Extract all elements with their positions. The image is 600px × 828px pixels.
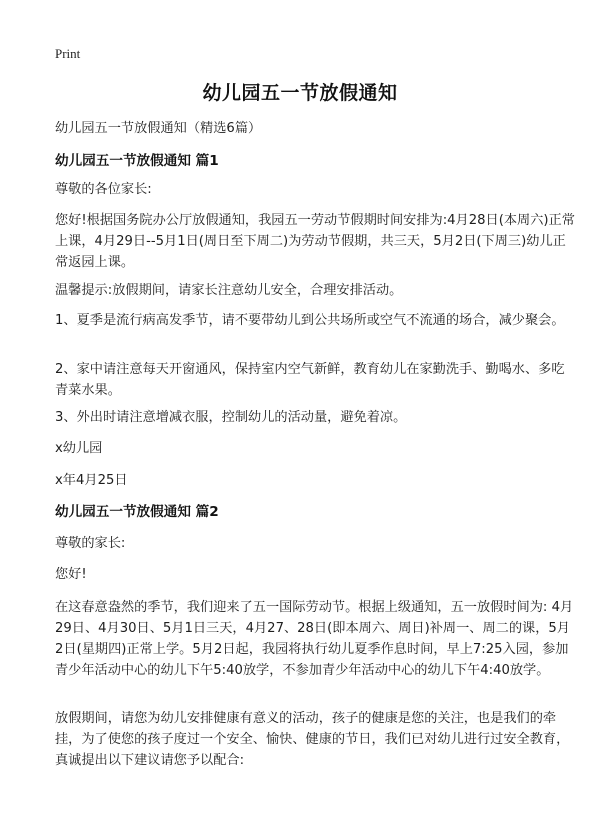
print-link[interactable]: Print bbox=[55, 46, 81, 61]
page-title: 幼儿园五一节放假通知 bbox=[202, 82, 398, 104]
section-1-tip: 温馨提示:放假期间，请家长注意幼儿安全，合理安排活动。 bbox=[55, 283, 403, 298]
section-1-signature: x幼儿园 bbox=[55, 441, 103, 456]
section-1-greeting: 尊敬的各位家长: bbox=[55, 182, 152, 197]
section-1-item-3: 3、外出时请注意增减衣服，控制幼儿的活动量，避免着凉。 bbox=[55, 410, 407, 425]
section-2-hello: 您好! bbox=[55, 567, 87, 582]
section-1-heading: 幼儿园五一节放假通知 篇1 bbox=[55, 153, 219, 169]
section-1-paragraph: 您好!根据国务院办公厅放假通知，我园五一劳动节假期时间安排为:4月28日(本周六)正常上课，4月29日--5月1日(周日至下周二)为劳动节假期，共三天，5月2日(下周三)幼儿正常返园上课。 bbox=[55, 213, 575, 270]
section-2-greeting: 尊敬的家长: bbox=[55, 536, 126, 551]
document-subtitle: 幼儿园五一节放假通知（精选6篇） bbox=[55, 121, 262, 136]
section-1-item-1: 1、夏季是流行病高发季节，请不要带幼儿到公共场所或空气不流通的场合，减少聚会。 bbox=[55, 313, 565, 328]
section-1-date: x年4月25日 bbox=[55, 473, 128, 488]
section-1-item-2: 2、家中请注意每天开窗通风，保持室内空气新鲜，教育幼儿在家勤洗手、勤喝水、多吃青菜水果。 bbox=[55, 362, 565, 398]
section-2-paragraph-1: 在这春意盎然的季节，我们迎来了五一国际劳动节。根据上级通知，五一放假时间为: 4月29日、4月30日、5月1日三天，4月27、28日(即本周六、周日)补周一、周二的课，5月2日(星期四)正常上学。5月2日起，我园将执行幼儿夏季作息时间，早上7:25入园，参加青少年活动中心的幼儿下午5:40放学，不参加青少年活动中心的幼儿下午4:40放学。 bbox=[55, 600, 574, 678]
section-2-heading: 幼儿园五一节放假通知 篇2 bbox=[55, 504, 219, 520]
section-2-paragraph-2: 放假期间，请您为幼儿安排健康有意义的活动，孩子的健康是您的关注，也是我们的牵挂，为了使您的孩子度过一个安全、愉快、健康的节日，我们已对幼儿进行过安全教育，真诚提出以下建议请您予以配合: bbox=[55, 711, 570, 768]
